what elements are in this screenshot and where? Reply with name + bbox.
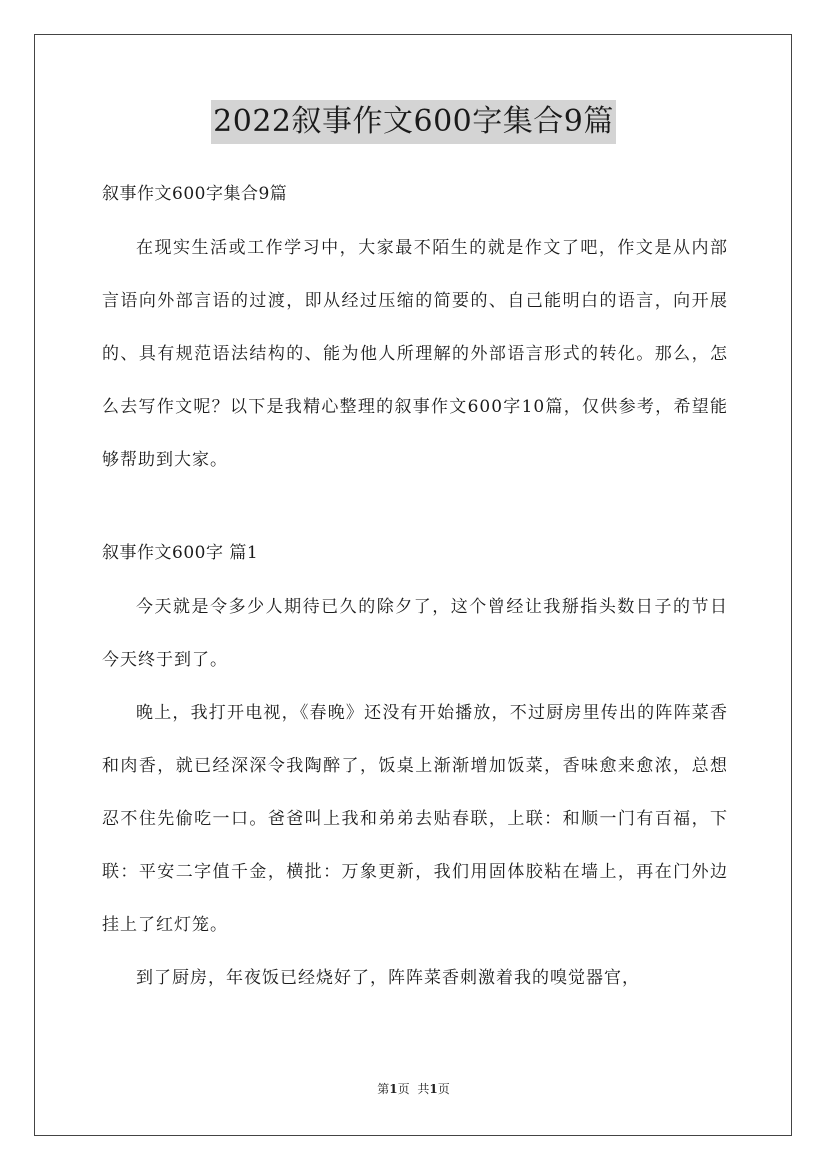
page-number: 1 bbox=[389, 1082, 398, 1096]
page-suffix: 页 bbox=[397, 1082, 410, 1096]
intro-heading: 叙事作文600字集合9篇 bbox=[102, 184, 288, 204]
title-container bbox=[0, 100, 827, 144]
document-title: 2022叙事作文600字集合9篇 bbox=[211, 100, 616, 144]
section-heading: 叙事作文600字 篇1 bbox=[102, 543, 259, 563]
intro-paragraph: 在现实生活或工作学习中，大家最不陌生的就是作文了吧，作文是从内部言语向外部言语的过渡，即从经过压缩的简要的、自己能明白的语言，向开展的、具有规范语法结构的、能为他人所理解的外部语言形式的转化。那么，怎么去写作文呢？以下是我精心整理的叙事作文600字10篇，仅供参考，希望能够帮助到大家。 bbox=[102, 238, 728, 470]
page-prefix: 第 bbox=[377, 1082, 390, 1096]
section-paragraph: 到了厨房，年夜饭已经烧好了，阵阵菜香刺激着我的嗅觉器官， bbox=[136, 968, 640, 988]
total-pages: 1 bbox=[429, 1082, 438, 1096]
page-footer bbox=[0, 1080, 827, 1098]
section-paragraph: 今天就是令多少人期待已久的除夕了，这个曾经让我掰指头数日子的节日今天终于到了。 bbox=[102, 597, 728, 670]
total-prefix: 共 bbox=[417, 1082, 430, 1096]
total-suffix: 页 bbox=[437, 1082, 450, 1096]
document-body bbox=[102, 172, 728, 1005]
section-paragraph: 晚上，我打开电视，《春晚》还没有开始播放，不过厨房里传出的阵阵菜香和肉香，就已经深深令我陶醉了，饭桌上渐渐增加饭菜，香味愈来愈浓，总想忍不住先偷吃一口。爸爸叫上我和弟弟去贴春联，上联：和顺一门有百福，下联：平安二字值千金，横批：万象更新，我们用固体胶粘在墙上，再在门外边挂上了红灯笼。 bbox=[102, 703, 728, 935]
